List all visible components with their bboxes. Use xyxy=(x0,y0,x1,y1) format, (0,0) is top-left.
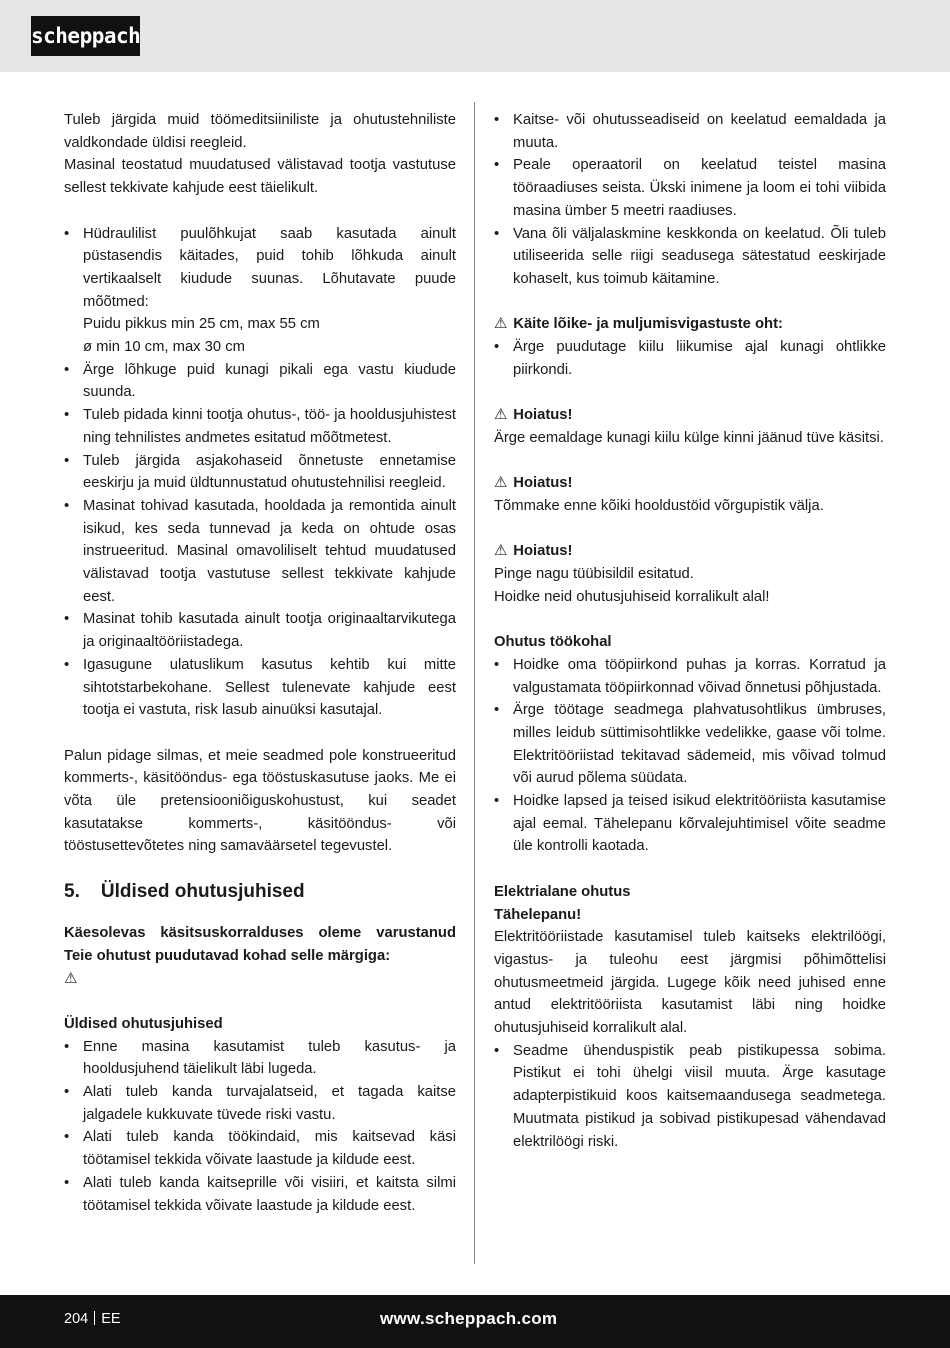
list-item: • Masinat tohivad kasutada, hooldada ja remontida ainult isikud, kes seda tunnevad ja keda on ohtude osas instrueeritud. Masinal omavoliliselt tehtud muudatused välistavad tootja vastutuse sellest tekkivate kahjude eest. xyxy=(64,495,456,609)
workplace-safety-heading: Ohutus töökohal xyxy=(494,634,612,651)
section-number: 5. xyxy=(64,881,80,903)
list-item: • Alati tuleb kanda turvajalatseid, et tagada kaitse jalgadele kukkuvate tüvede riski vastu. xyxy=(64,1081,456,1126)
list-item: • Ärge töötage seadmega plahvatusohtlikus ümbruses, milles leidub süttimisohtlikke vedelikke, gaase või tolme. Elektritööriistad tekitavad sädemeid, mis võivad tolmud või aurud põlema süüdata. xyxy=(494,699,886,790)
list-item: • Tuleb pidada kinni tootja ohutus-, töö- ja hooldusjuhistest ning tehnilistes andmetes esitatud mõõtmetest. xyxy=(64,404,456,449)
electrical-safety-paragraph: Elektritööriistade kasutamisel tuleb kaitseks elektrilöögi, vigastus- ja tuleohu eest järgmisi põhimõttelisi ohutusmeetmeid järgida. Lugege kõik need juhised enne antud elektritööriista kasutamist läbi ning hoidke ohutusjuhiseid korralikult alal. xyxy=(494,929,886,1037)
page-number: 204 xyxy=(64,1311,89,1327)
intro-paragraph-2: Masinal teostatud muudatused välistavad tootja vastutuse sellest tekkivate kahjude eest täielikult. xyxy=(64,157,456,197)
warning-text: Pinge nagu tüübisildil esitatud. xyxy=(494,566,694,582)
list-item: • Alati tuleb kanda kaitseprille või visiiri, et kaitsta silmi töötamisel tekkida võivate laastude ja kildude eest. xyxy=(64,1172,456,1217)
list-item: • Hüdraulilist puulõhkujat saab kasutada ainult püstasendis käitades, puid tohib lõhkuda ainult vertikaalselt kiudude suunas. Lõhutavate puude mõõtmed: Puidu pikkus min 25 cm, max 55 cm ø min 10 cm, max 30 cm xyxy=(64,223,456,359)
right-column xyxy=(494,109,886,1153)
workplace-safety-list xyxy=(494,654,886,858)
section-title: Üldised ohutusjuhised xyxy=(100,881,305,903)
warning-text: Hoidke neid ohutusjuhiseid korralikult alal! xyxy=(494,588,770,605)
warning-icon: ⚠ xyxy=(494,407,508,424)
page-number-block xyxy=(64,1295,121,1348)
warning-text: Tõmmake enne kõiki hooldustöid võrgupistik välja. xyxy=(494,497,824,514)
warning-icon: ⚠ xyxy=(494,475,508,492)
website-url[interactable]: www.scheppach.com xyxy=(380,1309,558,1328)
list-item: • Alati tuleb kanda töökindaid, mis kaitsevad käsi töötamisel tekkida võivate laastude ja kildude eest. xyxy=(64,1126,456,1171)
crush-warning-heading: ⚠ Käite lõike- ja muljumisvigastuste oht: xyxy=(494,316,783,333)
usage-list xyxy=(64,223,456,722)
section-heading xyxy=(64,878,456,906)
warning-icon: ⚠ xyxy=(64,970,78,987)
warning-icon: ⚠ xyxy=(494,316,508,333)
attention-label: Tähelepanu! xyxy=(494,906,582,923)
list-item: • Masinat tohib kasutada ainult tootja originaaltarvikutega ja originaaltööriistadega. xyxy=(64,608,456,653)
warning-icon: ⚠ xyxy=(494,543,508,560)
general-safety-subheading: Üldised ohutusjuhised xyxy=(64,1015,223,1032)
list-item: • Seadme ühenduspistik peab pistikupessa sobima. Pistikut ei tohi ühelgi viisil muuta. Ärge kasutage adapterpistikuid koos kaitsemaandusega seadmetega. Muutmata pistikud ja sobivad pistikupesad vähendavad elektrilöögi riski. xyxy=(494,1040,886,1154)
warning-heading: ⚠ Hoiatus! xyxy=(494,475,573,492)
page-footer xyxy=(0,1295,950,1348)
column-divider xyxy=(474,102,475,1264)
electrical-safety-list xyxy=(494,1040,886,1154)
warning-text: Ärge eemaldage kunagi kiilu külge kinni jäänud tüve käsitsi. xyxy=(494,429,884,446)
page-header xyxy=(0,0,950,72)
brand-logo: scheppach xyxy=(31,16,140,56)
crush-warning-list xyxy=(494,336,886,381)
list-item: • Peale operaatoril on keelatud teistel masina tööraadiuses seista. Ükski inimene ja loom ei tohi viibida masina ümber 5 meetri raadiuses. xyxy=(494,154,886,222)
list-item: • Ärge puudutage kiilu liikumise ajal kunagi ohtlikke piirkondi. xyxy=(494,336,886,381)
list-item: • Kaitse- või ohutusseadiseid on keelatud eemaldada ja muuta. xyxy=(494,109,886,154)
list-item: • Igasugune ulatuslikum kasutus kehtib kui mitte sihtotstarbekohane. Sellest tulenevate kahjude eest tootja ei vastuta, risk lasub ainuüksi kasutajal. xyxy=(64,654,456,722)
list-item: • Hoidke oma tööpiirkond puhas ja korras. Korratud ja valgustamata tööpiirkonnad võivad õnnetusi põhjustada. xyxy=(494,654,886,699)
warning-heading: ⚠ Hoiatus! xyxy=(494,407,573,424)
list-item: • Enne masina kasutamist tuleb kasutus- ja hooldusjuhend täielikult läbi lugeda. xyxy=(64,1036,456,1081)
commercial-use-paragraph: Palun pidage silmas, et meie seadmed pole konstrueeritud kommerts-, käsitööndus- ega tööstuskasutuse jaoks. Me ei võta üle pretensiooniõiguskohustust, kui seadet kasutatakse kommerts-, käsitööndus- või tööstusettevõtetes ning samaväärsetel tegevustel. xyxy=(64,747,456,855)
rules-list xyxy=(494,109,886,291)
list-item: • Tuleb järgida asjakohaseid õnnetuste ennetamise eeskirju ja muid üldtunnustatud ohutustehnilisi reegleid. xyxy=(64,450,456,495)
list-item: • Hoidke lapsed ja teised isikud elektritööriista kasutamise ajal eemal. Tähelepanu kõrvalejuhtimisel võite seadme üle kontrolli kaotada. xyxy=(494,790,886,858)
symbol-intro: Käesolevas käsitsuskorralduses oleme varustanud Teie ohutust puudutavad kohad selle märgiga: xyxy=(64,925,456,964)
left-column xyxy=(64,109,456,1217)
list-item: • Ärge lõhkuge puid kunagi pikali ega vastu kiudude suunda. xyxy=(64,359,456,404)
electrical-safety-heading: Elektrialane ohutus xyxy=(494,883,631,900)
list-item: • Vana õli väljalaskmine keskkonda on keelatud. Õli tuleb utiliseerida selle riigi seadusega sätestatud eeskirjade kohaselt, kus toimub käitamine. xyxy=(494,223,886,291)
general-safety-list xyxy=(64,1036,456,1218)
warning-heading: ⚠ Hoiatus! xyxy=(494,543,573,560)
language-code: EE xyxy=(101,1311,121,1327)
intro-paragraph-1: Tuleb järgida muid töömeditsiiniliste ja ohutustehniliste valdkondade üldisi reegleid. xyxy=(64,112,456,151)
